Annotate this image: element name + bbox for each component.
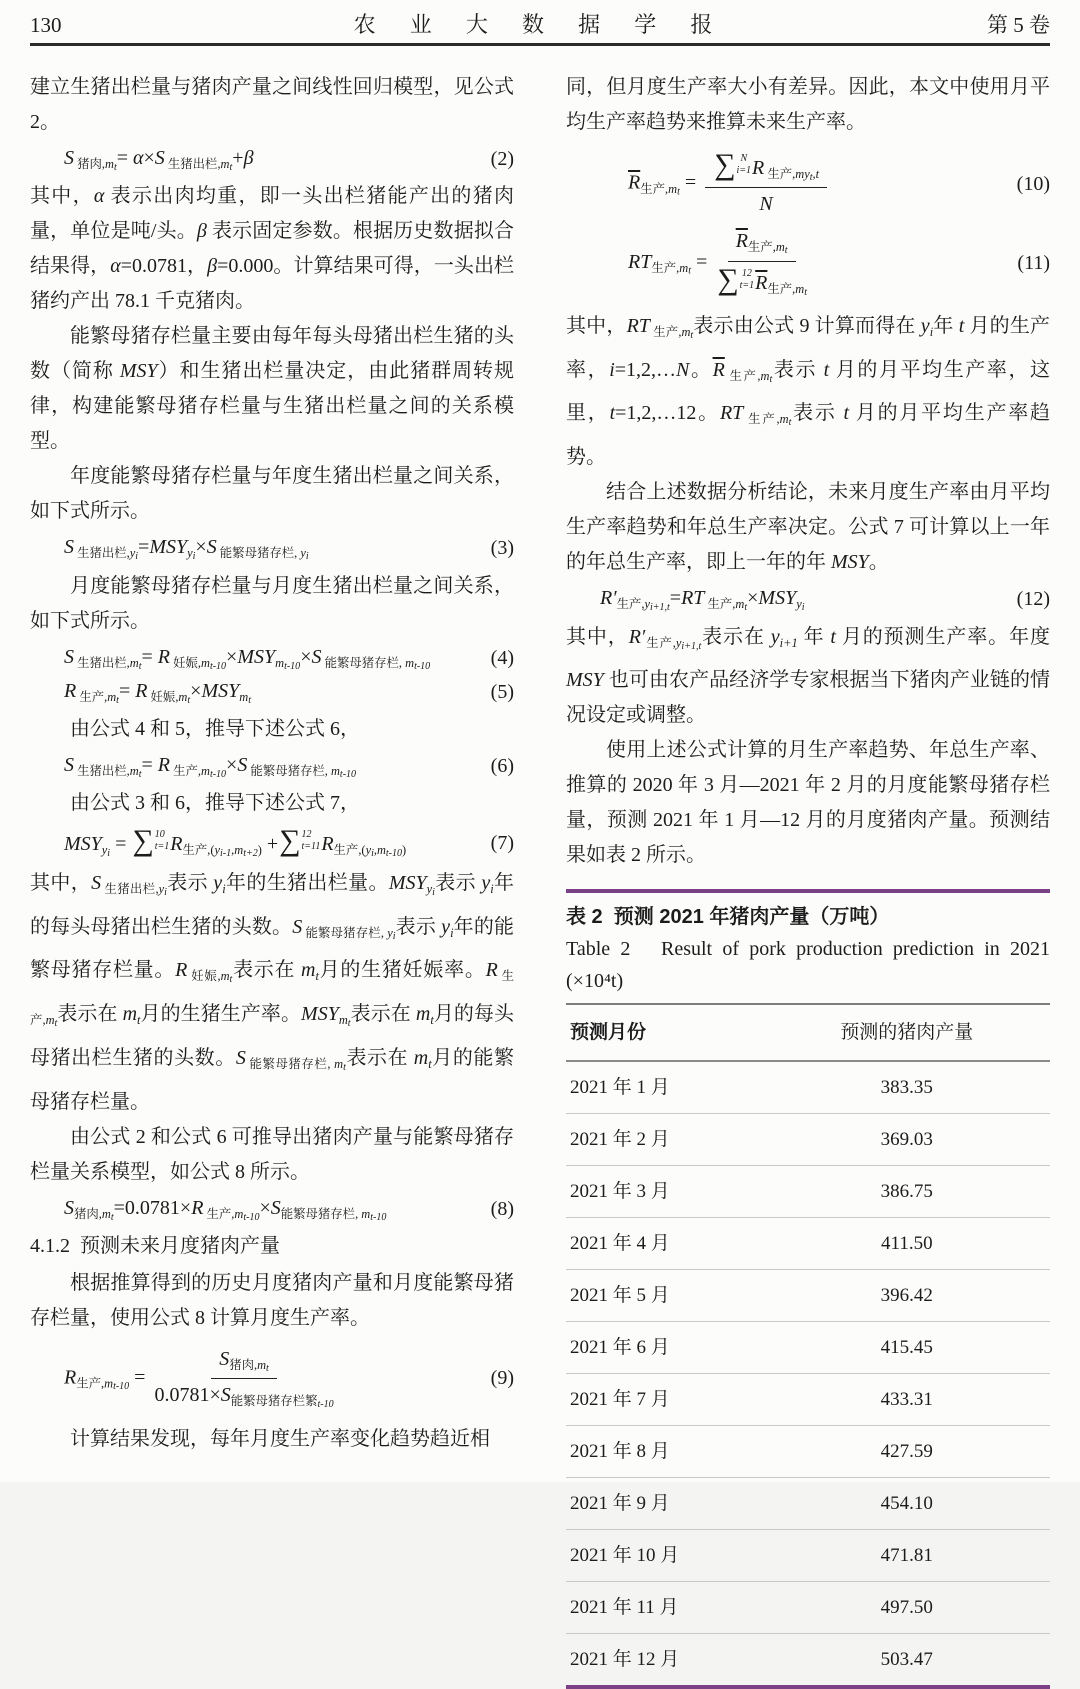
equation-number: (9) bbox=[490, 1367, 514, 1390]
formula-body: S $_{生猪出栏,mt}$= R $_{生产,mt-10}$×S $_{能繁母猪存栏,}$ $_{mt-10}$ bbox=[64, 754, 357, 780]
table-row bbox=[566, 1166, 1050, 1218]
paragraph: 年度能繁母猪存栏量与年度生猪出栏量之间关系，如下式所示。 bbox=[30, 465, 514, 523]
paragraph: 计算结果发现，每年月度生产率变化趋势趋近相 bbox=[70, 1427, 490, 1450]
table-row bbox=[566, 1582, 1050, 1634]
equation-6 bbox=[30, 752, 514, 781]
running-head bbox=[30, 8, 1050, 38]
month-cell: 2021 年 1 月 bbox=[570, 1077, 670, 1099]
formula-body: S $_{生猪出栏,yi}=MSY_{yi}\times S$ $_{能繁母猪存栏,}$ $_{yi}$ bbox=[64, 536, 309, 563]
month-cell: 2021 年 11 月 bbox=[566, 1582, 760, 1634]
equation-12 bbox=[566, 585, 1050, 614]
col-header-month: 预测月份 bbox=[566, 1004, 760, 1061]
equation-number: (10) bbox=[1016, 172, 1050, 195]
paragraph: 建立生猪出栏量与猪肉产量之间线性回归模型，见公式 2。 bbox=[30, 76, 514, 133]
formula-body: $MSY_{yi}$ = ∑ 10 t=1 $R_{生产,(yi-1,mt+2)}$ + ∑ 12 t=11 $R_{生产,(yi,mt-10)}$ bbox=[64, 824, 407, 860]
table-caption-cn: 表 2 预测 2021 年猪肉产量（万吨） bbox=[566, 906, 890, 929]
value-cell: 369.03 bbox=[760, 1114, 1050, 1166]
table-row bbox=[566, 1634, 1050, 1686]
equation-number: (4) bbox=[490, 646, 514, 669]
month-cell: 2021 年 6 月 bbox=[566, 1322, 760, 1374]
header-rule bbox=[30, 43, 1050, 46]
paragraph: 由公式 4 和 5，推导下述公式 6， bbox=[70, 718, 360, 741]
equation-number: (2) bbox=[490, 148, 514, 171]
equation-5 bbox=[30, 678, 514, 707]
table-row bbox=[566, 1426, 1050, 1478]
equation-3 bbox=[30, 534, 514, 563]
paragraph: 能繁母猪存栏量主要由每年每头母猪出栏生猪的头数（简称 MSY）和生猪出栏量决定，由此猪群周转规律，构建能繁母猪存栏量与生猪出栏量之间的关系模型。 bbox=[30, 325, 515, 453]
paragraph: 月度能繁母猪存栏量与月度生猪出栏量之间关系，如下式所示。 bbox=[30, 574, 514, 632]
paragraph: 根据推算得到的历史月度猪肉产量和月度能繁母猪存栏量，使用公式 8 计算月度生产率。 bbox=[30, 1272, 514, 1330]
paragraph: 其中，S $_{生猪出栏,yi}$表示 $y_i$年的生猪出栏量。$MSY_{yi}$表示 $y_i$年的每头母猪出栏生猪的头数。S $_{能繁母猪存栏,}$ $_{yi}$表示 $y_i$年的能繁母猪存栏量。R $_{妊娠,mt}$表示在 $m_t$月的生猪妊娠率。R $_{生产,mt}$表示在 $m_t$月的生猪生产率。$MSY_{mt}$表示在 $m_t$月的每头母猪出栏生猪的头数。S $_{能繁母猪存栏,}$ $_{mt}$表示在 $m_t$月的能繁母猪存栏量。 bbox=[30, 871, 515, 1113]
equation-4 bbox=[30, 644, 514, 673]
table-header-row bbox=[566, 1004, 1050, 1061]
value-cell: 411.50 bbox=[760, 1218, 1050, 1270]
table-row bbox=[566, 1478, 1050, 1530]
formula-body: $S_{猪肉,mt}=0.0781\times R$ $_{生产,mt-10}\times S_{能繁母猪存栏,}$ $_{mt-10}$ bbox=[64, 1196, 387, 1223]
value-cell: 497.50 bbox=[760, 1582, 1050, 1634]
journal-title: 农 业 大 数 据 学 报 bbox=[353, 12, 727, 37]
paragraph: 使用上述公式计算的月生产率趋势、年总生产率、推算的 2020 年 3 月—2021 年 2 月的月度能繁母猪存栏量，预测 2021 年 1 月—12 月的月度猪肉产量。预测结果如表 2 所示。 bbox=[566, 739, 1050, 867]
equation-8 bbox=[30, 1195, 514, 1224]
month-cell: 2021 年 9 月 bbox=[566, 1478, 760, 1530]
table-row bbox=[566, 1530, 1050, 1582]
equation-9 bbox=[30, 1346, 514, 1412]
table-row bbox=[566, 1061, 1050, 1114]
equation-number: (7) bbox=[490, 832, 514, 855]
value-cell: 427.59 bbox=[760, 1426, 1050, 1478]
value-cell: 415.45 bbox=[760, 1322, 1050, 1374]
two-column-body bbox=[30, 70, 1055, 1689]
value-cell: 454.10 bbox=[760, 1478, 1050, 1530]
prediction-table bbox=[566, 889, 1055, 1689]
equation-number: (8) bbox=[490, 1197, 514, 1220]
equation-10 bbox=[566, 150, 1050, 218]
month-cell: 2021 年 3 月 bbox=[566, 1166, 760, 1218]
left-column bbox=[30, 70, 514, 1689]
value-cell: 386.75 bbox=[760, 1166, 1050, 1218]
section-heading: 4.1.2 预测未来月度猪肉产量 bbox=[30, 1235, 280, 1258]
month-cell: 2021 年 12 月 bbox=[566, 1634, 760, 1686]
paragraph: 同，但月度生产率大小有差异。因此，本文中使用月平均生产率趋势来推算未来生产率。 bbox=[566, 76, 1050, 133]
formula-body: S $_{生猪出栏,mt}$= R $_{妊娠,mt-10}\times MSY_{mt-10}\times S$ $_{能繁母猪存栏,}$ $_{mt-10}$ bbox=[64, 645, 431, 672]
month-cell: 2021 年 4 月 bbox=[566, 1218, 760, 1270]
paragraph: 由公式 3 和 6，推导下述公式 7， bbox=[70, 792, 360, 815]
month-cell: 2021 年 5 月 bbox=[566, 1270, 760, 1322]
equation-2 bbox=[30, 145, 514, 174]
equation-number: (11) bbox=[1017, 252, 1050, 275]
equation-number: (5) bbox=[490, 681, 514, 704]
paragraph: 其中，RT $_{生产,mt}$表示由公式 9 计算而得在 $y_i$年 t 月的生产率，i=1,2,…N。$\overline{R}$ $_{生产,mt}$表示 t 月的月平均生产率，这里，t=1,2,…12。RT $_{生产,mt}$表示 t 月的月平均生产率趋势。 bbox=[566, 314, 1051, 469]
formula-body: R $_{生产,mt}$= R $_{妊娠,mt}\times MSY_{mt}$ bbox=[64, 679, 251, 706]
paragraph: 由公式 2 和公式 6 可推导出猪肉产量与能繁母猪存栏量关系模型，如公式 8 所示。 bbox=[30, 1125, 514, 1183]
paragraph: 其中，α 表示出肉均重，即一头出栏猪能产出的猪肉量，单位是吨/头。β 表示固定参数。根据历史数据拟合结果得，α=0.0781，β=0.000。计算结果可得，一头出栏猪约产出 78.1 千克猪肉。 bbox=[30, 185, 515, 313]
value-cell: 503.47 bbox=[760, 1634, 1050, 1686]
formula-body: $RT_{生产,mt}$ = $\overline{R}_{生产,mt}$ ∑ 12 t=1 $\overline{R}_{生产,mt}$ bbox=[628, 230, 808, 298]
value-cell: 396.42 bbox=[760, 1270, 1050, 1322]
table-caption-en: Table 2 Result of pork production prediction in 2021 (×10⁴t) bbox=[566, 938, 1055, 993]
equation-number: (3) bbox=[490, 537, 514, 560]
table-row bbox=[566, 1322, 1050, 1374]
equation-number: (6) bbox=[490, 755, 514, 778]
month-cell: 2021 年 2 月 bbox=[566, 1114, 760, 1166]
equation-11 bbox=[566, 228, 1050, 299]
volume-label: 第 5 卷 bbox=[987, 13, 1050, 37]
month-cell: 2021 年 8 月 bbox=[566, 1426, 760, 1478]
value-cell: 433.31 bbox=[760, 1374, 1050, 1426]
right-column bbox=[566, 70, 1055, 1689]
page-number: 130 bbox=[30, 13, 62, 37]
month-cell: 2021 年 7 月 bbox=[566, 1374, 760, 1426]
table-row bbox=[566, 1374, 1050, 1426]
formula-body: $R_{生产,mt-10}$ = $\frac{S_{猪肉,mt}}{0.0781\times S_{能繁母猪存栏繁t-10}}$ bbox=[64, 1348, 334, 1411]
value-cell: 471.81 bbox=[760, 1530, 1050, 1582]
table-row bbox=[566, 1114, 1050, 1166]
formula-body: $R'_{生产,yi+1,t}=RT$ $_{生产,mt}\times MSY_{yi}$ bbox=[600, 587, 805, 614]
month-cell: 2021 年 10 月 bbox=[566, 1530, 760, 1582]
formula-body: $\overline{R}_{生产,mt}$ = ∑ N i=1 R $_{生产,myt,t}$ N bbox=[566, 150, 1011, 218]
paragraph: 结合上述数据分析结论，未来月度生产率由月平均生产率趋势和年总生产率决定。公式 7 可计算以上一年的年总生产率，即上一年的年 MSY。 bbox=[566, 481, 1050, 574]
value-cell: 383.35 bbox=[880, 1077, 933, 1099]
formula-body: S $_{猪肉,mt}$= α×S $_{生猪出栏,mt}$+β bbox=[64, 147, 254, 173]
equation-number: (12) bbox=[1016, 588, 1050, 611]
col-header-value: 预测的猪肉产量 bbox=[760, 1004, 1050, 1061]
equation-7 bbox=[30, 826, 514, 860]
table-row bbox=[566, 1270, 1050, 1322]
table-row bbox=[566, 1218, 1050, 1270]
paragraph: 其中，$R'_{生产,yi+1,t}$表示在 $y_{i+1}$ 年 t 月的预测生产率。年度 MSY 也可由农产品经济学专家根据当下猪肉产业链的情况设定或调整。 bbox=[566, 625, 1050, 727]
